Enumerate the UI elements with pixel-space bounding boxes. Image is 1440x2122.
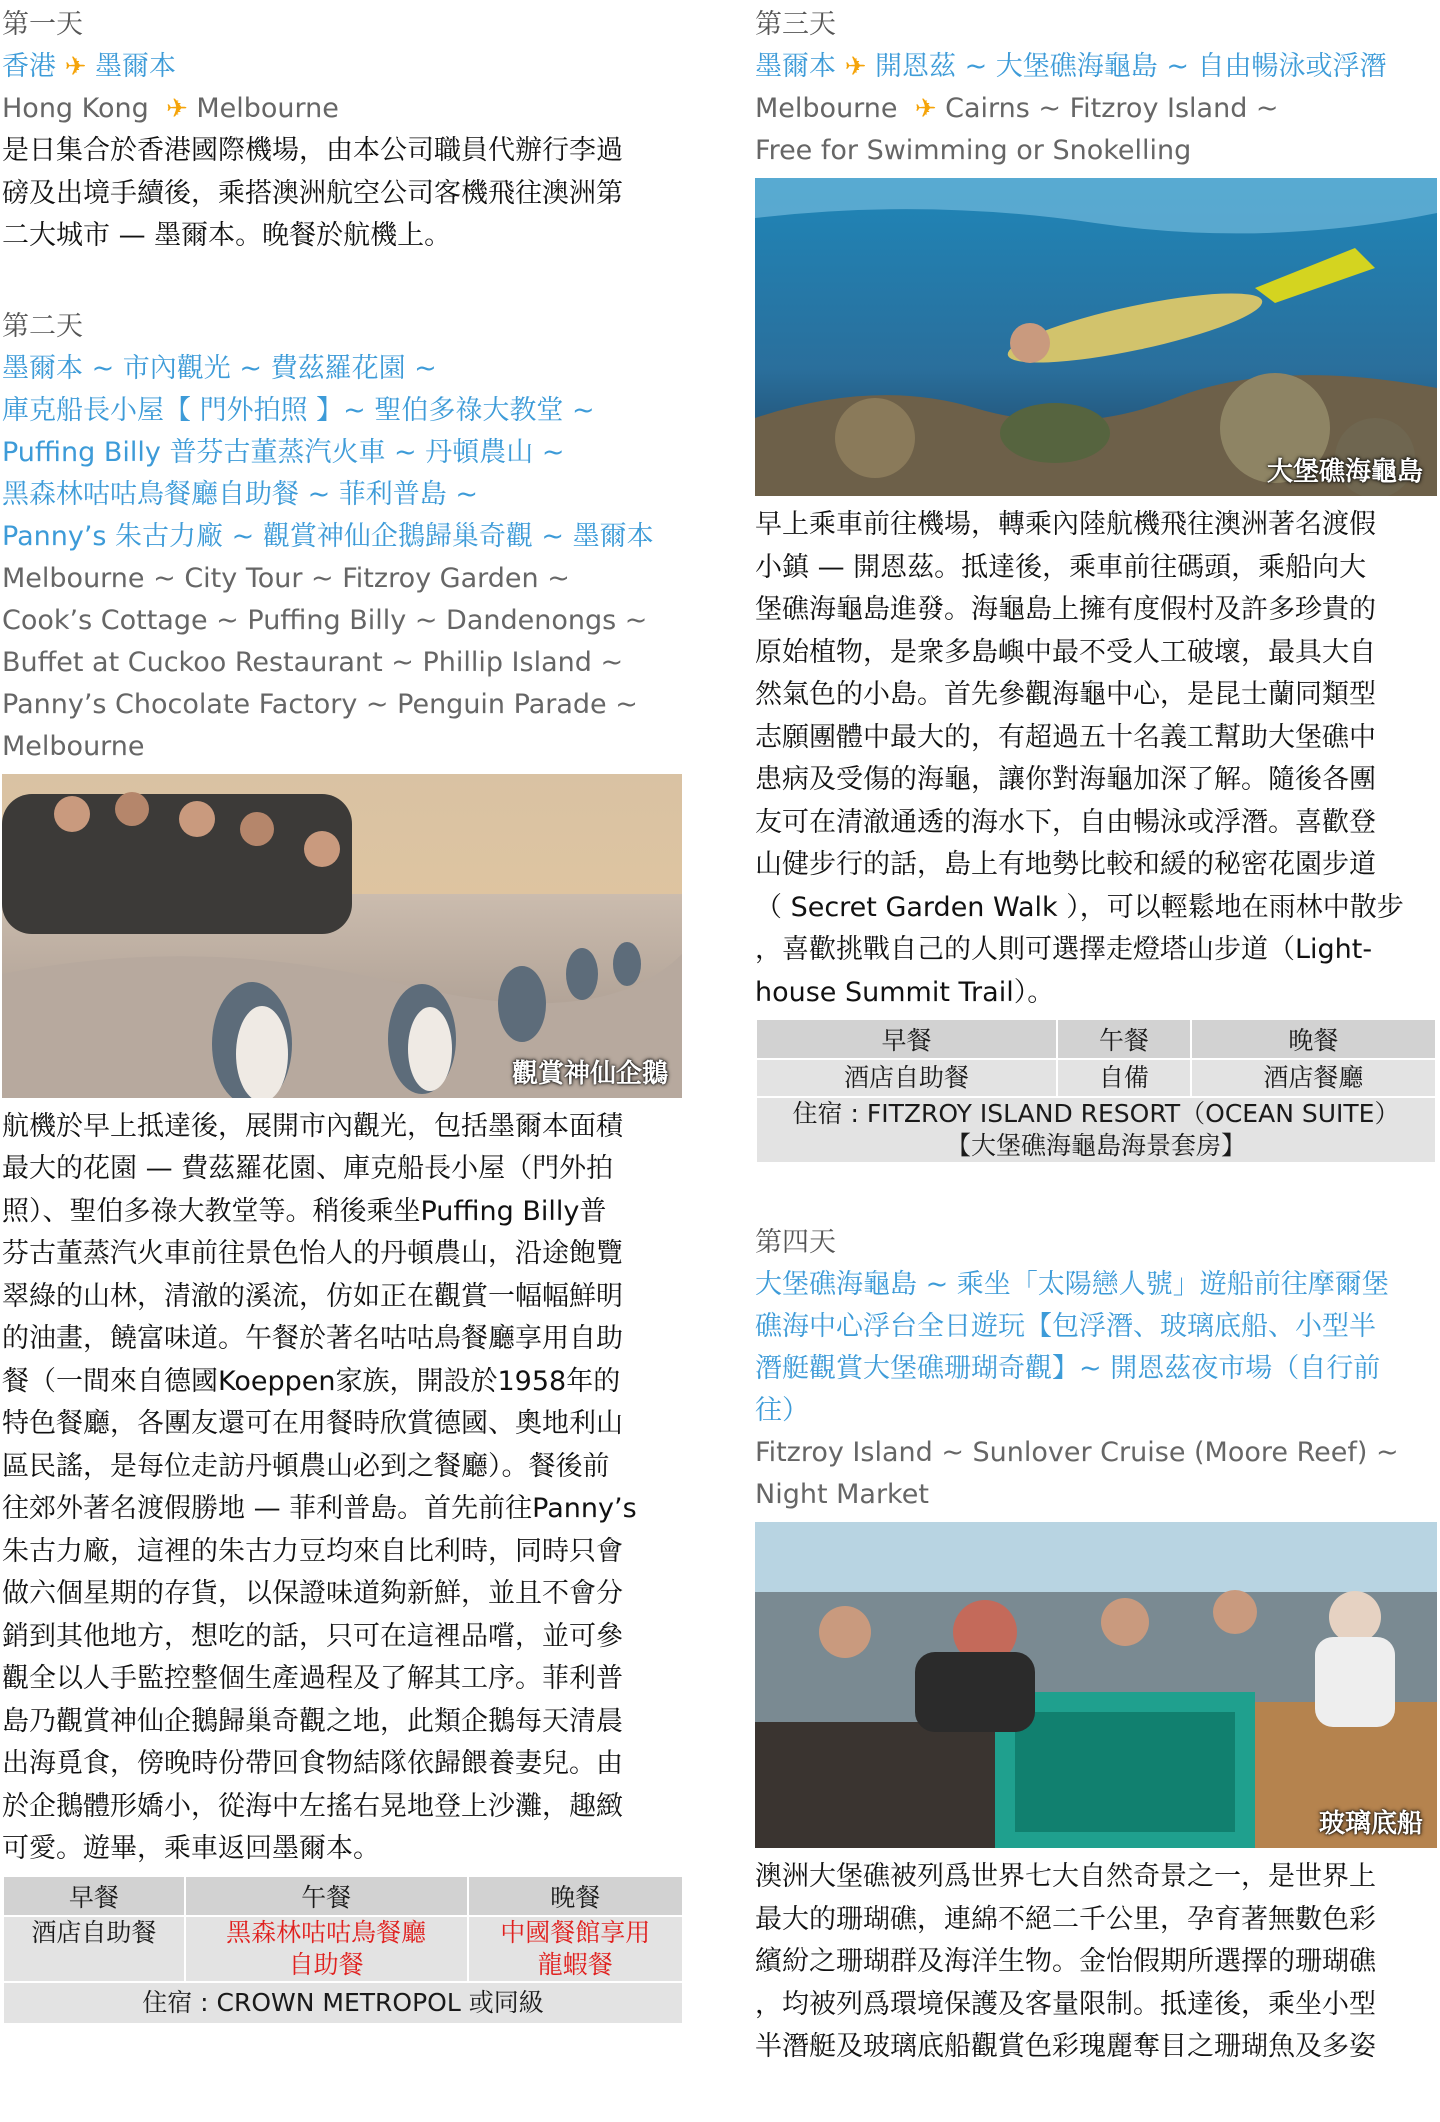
day1-route-en-from: Hong Kong xyxy=(2,93,149,124)
body-line: 餐（一間來自德國Koeppen家族，開設於1958年的 xyxy=(2,1365,621,1397)
day3-label: 第三天 xyxy=(755,9,836,40)
day4-body xyxy=(755,1856,1437,2069)
day2-route-en-line: Cook’s Cottage ~ Puffing Billy ~ Dandenongs ~ xyxy=(2,604,648,636)
day3-route-en xyxy=(755,88,1437,130)
day3-route-en-2: Free for Swimming or Snokelling xyxy=(755,135,1192,166)
day4-route-line: 大堡礁海龜島 ~ 乘坐「太陽戀人號」遊船前往摩爾堡 xyxy=(755,1269,1389,1300)
day4-route-line: 潛艇觀賞大堡礁珊瑚奇觀】~ 開恩茲夜市場（自行前 xyxy=(755,1353,1381,1384)
accommodation-line: 住宿 : FITZROY ISLAND RESORT（OCEAN SUITE） xyxy=(792,1099,1400,1128)
day4-route-line: 礁海中心浮台全日遊玩【包浮潛、玻璃底船、小型半 xyxy=(755,1311,1376,1342)
day4-route-en-line: Fitzroy Island ~ Sunlover Cruise (Moore Reef) ~ xyxy=(755,1437,1399,1468)
body-line: 出海覓食，傍晚時份帶回食物結隊依歸餵養妻兒。由 xyxy=(2,1748,623,1779)
body-line: 於企鵝體形嬌小，從海中左搖右晃地登上沙灘，趣緻 xyxy=(2,1790,623,1822)
body-line: 患病及受傷的海龜，讓你對海龜加深了解。隨後各團 xyxy=(755,764,1376,795)
penguin-photo-image xyxy=(2,774,682,1098)
snorkel-photo xyxy=(755,178,1437,496)
day3-body xyxy=(755,504,1437,1014)
meal-header-breakfast: 早餐 xyxy=(756,1019,1057,1059)
accommodation-line: 【大堡礁海龜島海景套房】 xyxy=(945,1131,1246,1160)
meal-lunch: 自備 xyxy=(1057,1059,1191,1097)
day1-route-en xyxy=(2,88,684,130)
body-line: 航機於早上抵達後，展開市內觀光，包括墨爾本面積 xyxy=(2,1110,623,1142)
body-line: 區民謠，是每位走訪丹頓農山必到之餐廳）。餐後前 xyxy=(2,1450,610,1482)
body-line: 照）、聖伯多祿大教堂等。稍後乘坐Puffing Billy普 xyxy=(2,1195,607,1227)
glass-boat-photo-caption: 玻璃底船 xyxy=(1318,1809,1423,1839)
meal-lunch-line: 自助餐 xyxy=(288,1949,364,1979)
meal-dinner-line: 龍蝦餐 xyxy=(537,1949,613,1979)
meal-lunch xyxy=(185,1916,468,1982)
meal-breakfast: 酒店自助餐 xyxy=(756,1059,1057,1097)
day1-route xyxy=(2,46,684,88)
body-line: 可愛。遊畢，乘車返回墨爾本。 xyxy=(2,1833,380,1864)
glass-boat-photo-image xyxy=(755,1522,1437,1848)
day2-route-line: 黑森林咕咕鳥餐廳自助餐 ~ 菲利普島 ~ xyxy=(2,478,478,510)
meal-header-breakfast: 早餐 xyxy=(3,1876,185,1916)
meal-dinner xyxy=(468,1916,683,1982)
body-line: 最大的珊瑚礁，連綿不絕二千公里，孕育著無數色彩 xyxy=(755,1903,1376,1935)
body-line: 山健步行的話，島上有地勢比較和緩的秘密花園步道 xyxy=(755,849,1376,880)
plane-icon: ✈ xyxy=(844,52,867,82)
day1-route-en-to: Melbourne xyxy=(196,93,339,124)
body-line: 志願團體中最大的，有超過五十名義工幫助大堡礁中 xyxy=(755,721,1376,753)
day3-route-rest: 開恩茲 ~ 大堡礁海龜島 ~ 自由暢泳或浮潛 xyxy=(874,51,1387,82)
day1-route-from: 香港 xyxy=(2,51,56,82)
meal-breakfast: 酒店自助餐 xyxy=(3,1916,185,1982)
day2-route-en-line: Melbourne xyxy=(2,730,145,762)
meal-lunch-line: 黑森林咕咕鳥餐廳 xyxy=(226,1917,427,1947)
day2-route-en-line: Melbourne ~ City Tour ~ Fitzroy Garden ~ xyxy=(2,562,570,594)
plane-icon: ✈ xyxy=(165,94,188,124)
body-line: 島乃觀賞神仙企鵝歸巢奇觀之地，此類企鵝每天清晨 xyxy=(2,1705,623,1737)
day1-route-to: 墨爾本 xyxy=(94,51,176,82)
penguin-photo-caption: 觀賞神仙企鵝 xyxy=(511,1058,668,1089)
body-line: 是日集合於香港國際機場，由本公司職員代辦行李過 xyxy=(2,135,623,166)
snorkel-photo-caption: 大堡礁海龜島 xyxy=(1266,457,1423,487)
body-line: 銷到其他地方，想吃的話，只可在這裡品嚐，並可參 xyxy=(2,1620,623,1652)
body-line: 特色餐廳，各團友還可在用餐時欣賞德國、奧地利山 xyxy=(2,1408,623,1439)
body-line: 做六個星期的存貨，以保證味道夠新鮮，並且不會分 xyxy=(2,1578,623,1609)
accommodation xyxy=(756,1097,1436,1163)
day3-meals-table xyxy=(755,1018,1437,1164)
day4-route-en-line: Night Market xyxy=(755,1479,929,1510)
body-line: 觀全以人手監控整個生產過程及了解其工序。菲利普 xyxy=(2,1663,623,1694)
body-line: 往郊外著名渡假勝地 — 菲利普島。首先前往Panny’s xyxy=(2,1493,637,1524)
body-line: 磅及出境手續後，乘搭澳洲航空公司客機飛往澳洲第 xyxy=(2,177,623,209)
body-line: 早上乘車前往機場，轉乘內陸航機飛往澳洲著名渡假 xyxy=(755,509,1376,540)
body-line: ，喜歡挑戰自己的人則可選擇走燈塔山步道（Light- xyxy=(755,934,1373,965)
body-line: 澳洲大堡礁被列爲世界七大自然奇景之一，是世界上 xyxy=(755,1861,1376,1892)
day2-meals-table xyxy=(2,1875,684,2025)
body-line: 二大城市 — 墨爾本。晚餐於航機上。 xyxy=(2,220,452,251)
plane-icon: ✈ xyxy=(914,94,937,124)
body-line: 小鎮 — 開恩茲。抵達後，乘車前往碼頭，乘船向大 xyxy=(755,551,1367,583)
day2-route-en-line: Buffet at Cuckoo Restaurant ~ Phillip Island ~ xyxy=(2,646,624,678)
day3-route xyxy=(755,46,1437,88)
body-line: 然氣色的小島。首先參觀海龜中心，是昆士蘭同類型 xyxy=(755,679,1376,710)
day3-route-en-rest: Cairns ~ Fitzroy Island ~ xyxy=(945,93,1279,124)
body-line: 堡礁海龜島進發。海龜島上擁有度假村及許多珍貴的 xyxy=(755,594,1376,625)
meal-header-dinner: 晚餐 xyxy=(468,1876,683,1916)
right-column xyxy=(755,4,1437,2069)
body-line: 最大的花園 — 費茲羅花園、庫克船長小屋（門外拍 xyxy=(2,1153,614,1184)
day4-label: 第四天 xyxy=(755,1227,836,1258)
day2-route-line: 庫克船長小屋【 門外拍照 】~ 聖伯多祿大教堂 ~ xyxy=(2,394,595,426)
day1-label: 第一天 xyxy=(2,9,83,40)
body-line: 翠綠的山林，清澈的溪流，仿如正在觀賞一幅幅鮮明 xyxy=(2,1280,623,1312)
day4-route-line: 往） xyxy=(755,1395,809,1426)
glass-boat-photo xyxy=(755,1522,1437,1848)
body-line: 的油畫，饒富味道。午餐於著名咕咕鳥餐廳享用自助 xyxy=(2,1323,623,1354)
plane-icon: ✈ xyxy=(64,52,87,82)
meal-header-lunch: 午餐 xyxy=(185,1876,468,1916)
snorkel-photo-image xyxy=(755,178,1437,496)
body-line: 原始植物，是衆多島嶼中最不受人工破壞，最具大自 xyxy=(755,636,1376,668)
left-column xyxy=(2,4,684,2025)
day2-route-line: Panny’s 朱古力廠 ~ 觀賞神仙企鵝歸巢奇觀 ~ 墨爾本 xyxy=(2,520,654,552)
meal-dinner-line: 中國餐館享用 xyxy=(500,1917,651,1947)
penguin-photo xyxy=(2,774,682,1098)
meal-header-lunch: 午餐 xyxy=(1057,1019,1191,1059)
body-line: 友可在清澈通透的海水下，自由暢泳或浮潛。喜歡登 xyxy=(755,806,1376,838)
body-line: 芬古董蒸汽火車前往景色怡人的丹頓農山，沿途飽覽 xyxy=(2,1238,623,1269)
body-line: 朱古力廠，這裡的朱古力豆均來自比利時，同時只會 xyxy=(2,1535,623,1567)
meal-dinner: 酒店餐廳 xyxy=(1191,1059,1436,1097)
day2-route-line: 墨爾本 ~ 市內觀光 ~ 費茲羅花園 ~ xyxy=(2,352,437,384)
body-line: 繽紛之珊瑚群及海洋生物。金怡假期所選擇的珊瑚礁 xyxy=(755,1946,1376,1977)
accommodation: 住宿 : CROWN METROPOL 或同級 xyxy=(3,1982,683,2024)
meal-header-dinner: 晚餐 xyxy=(1191,1019,1436,1059)
day3-route-en-from: Melbourne xyxy=(755,93,898,124)
body-line: 半潛艇及玻璃底船觀賞色彩瑰麗奪目之珊瑚魚及多姿 xyxy=(755,2031,1376,2062)
body-line: house Summit Trail）。 xyxy=(755,976,1055,1008)
day2-body xyxy=(2,1106,684,1871)
day2-label: 第二天 xyxy=(2,310,83,342)
day3-route-from: 墨爾本 xyxy=(755,51,836,82)
day2-route-line: Puffing Billy 普芬古董蒸汽火車 ~ 丹頓農山 ~ xyxy=(2,436,565,468)
day1-body xyxy=(2,130,684,258)
day2-route-en-line: Panny’s Chocolate Factory ~ Penguin Parade ~ xyxy=(2,688,638,720)
body-line: （ Secret Garden Walk ），可以輕鬆地在雨林中散步 xyxy=(755,891,1404,923)
body-line: ，均被列爲環境保護及客量限制。抵達後，乘坐小型 xyxy=(755,1988,1376,2020)
